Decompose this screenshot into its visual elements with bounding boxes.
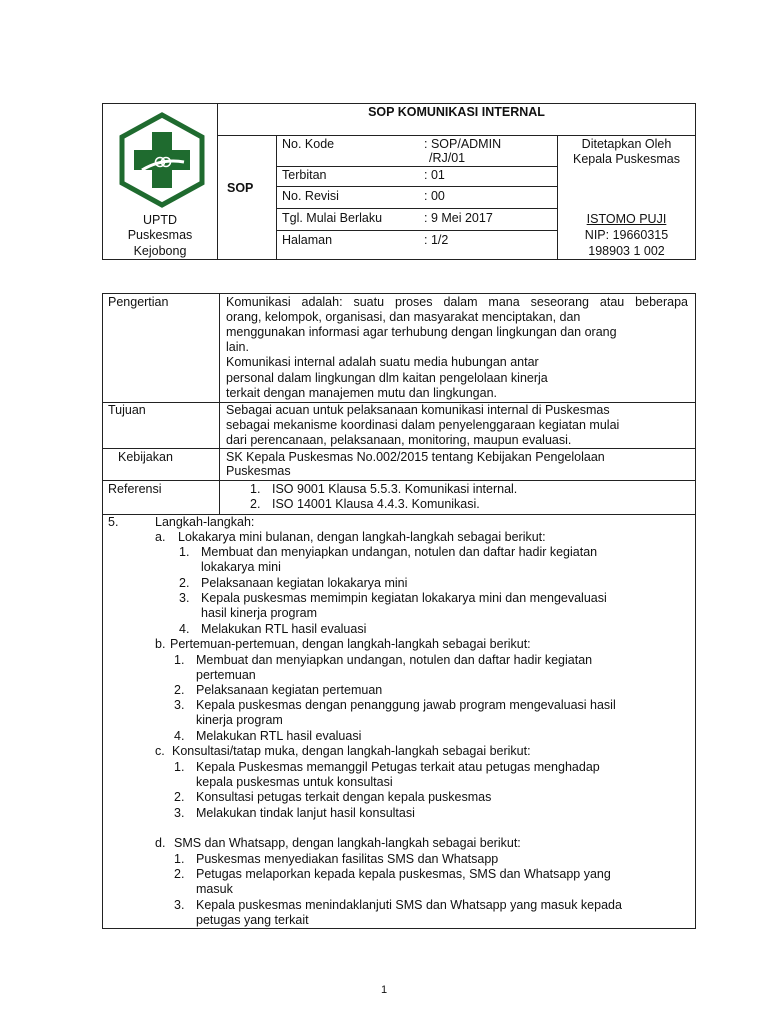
page-number: 1 xyxy=(380,984,388,996)
row-value-kode-cont: /RJ/01 xyxy=(429,151,466,165)
pengertian-label: Pengertian xyxy=(108,295,169,309)
tujuan-line: Sebagai acuan untuk pelaksanaan komunikasi internal di Puskesmas xyxy=(226,403,610,417)
kebijakan-line: SK Kepala Puskesmas No.002/2015 tentang Kebijakan Pengelolaan xyxy=(226,450,605,464)
step-text: kinerja program xyxy=(196,713,283,727)
pengertian-line: orang, kelompok, organisasi, dan masyarakat menciptakan, dan xyxy=(226,310,581,324)
row-value-revisi: : 00 xyxy=(424,189,445,203)
step-text: hasil kinerja program xyxy=(201,606,318,620)
pengertian-line: terkait dengan manajemen mutu dan lingkungan. xyxy=(226,386,498,400)
referensi-item: ISO 14001 Klausa 4.4.3. Komunikasi. xyxy=(272,497,480,511)
step-text: pertemuan xyxy=(196,668,256,682)
step-num: 1. xyxy=(174,852,185,866)
approver-name: ISTOMO PUJI xyxy=(586,212,667,226)
step-text: Melakukan tindak lanjut hasil konsultasi xyxy=(196,806,415,820)
pengertian-line: Komunikasi adalah: suatu proses dalam mana seseorang atau beberapa xyxy=(226,295,688,309)
step-num: 1. xyxy=(174,760,185,774)
document-title: SOP KOMUNIKASI INTERNAL xyxy=(368,105,545,119)
approval-line1: Ditetapkan Oleh xyxy=(581,137,672,151)
step-text: Pelaksanaan kegiatan pertemuan xyxy=(196,683,383,697)
step-text: Konsultasi petugas terkait dengan kepala puskesmas xyxy=(196,790,492,804)
referensi-num: 2. xyxy=(250,497,261,511)
section-letter: b. xyxy=(155,637,166,651)
step-text: lokakarya mini xyxy=(201,560,281,574)
tujuan-line: sebagai mekanisme koordinasi dalam penyelenggaraan kegiatan mulai xyxy=(226,418,620,432)
step-text: Puskesmas menyediakan fasilitas SMS dan Whatsapp xyxy=(196,852,499,866)
row-value-halaman: : 1/2 xyxy=(424,233,449,247)
step-text: Membuat dan menyiapkan undangan, notulen dan daftar hadir kegiatan xyxy=(196,653,593,667)
row-label-kode: No. Kode xyxy=(282,137,335,151)
step-num: 3. xyxy=(174,898,185,912)
step-num: 1. xyxy=(174,653,185,667)
step-num: 3. xyxy=(174,806,185,820)
approver-nip-line1: NIP: 19660315 xyxy=(584,228,669,242)
pengertian-line: personal dalam lingkungan dlm kaitan pengelolaan kinerja xyxy=(226,371,548,385)
section-heading: Konsultasi/tatap muka, dengan langkah-langkah sebagai berikut: xyxy=(172,744,531,758)
referensi-num: 1. xyxy=(250,482,261,496)
section-letter: a. xyxy=(155,530,166,544)
row-value-kode: : SOP/ADMIN xyxy=(424,137,502,151)
step-text: Membuat dan menyiapkan undangan, notulen dan daftar hadir kegiatan xyxy=(201,545,598,559)
step-num: 3. xyxy=(179,591,190,605)
step-num: 1. xyxy=(179,545,190,559)
pengertian-line: lain. xyxy=(226,340,249,354)
referensi-item: ISO 9001 Klausa 5.5.3. Komunikasi internal. xyxy=(272,482,518,496)
step-text: Melakukan RTL hasil evaluasi xyxy=(201,622,367,636)
row-label-revisi: No. Revisi xyxy=(282,189,339,203)
section-letter: c. xyxy=(155,744,165,758)
step-text: masuk xyxy=(196,882,233,896)
tujuan-label: Tujuan xyxy=(108,403,146,417)
row-value-terbitan: : 01 xyxy=(424,168,445,182)
step-text: Kepala puskesmas memimpin kegiatan lokakarya mini dan mengevaluasi xyxy=(201,591,607,605)
step-text: petugas yang terkait xyxy=(196,913,309,927)
approval-line2: Kepala Puskesmas xyxy=(572,152,680,166)
pengertian-line: Komunikasi internal adalah suatu media hubungan antar xyxy=(226,355,539,369)
row-label-halaman: Halaman xyxy=(282,233,333,247)
step-num: 4. xyxy=(179,622,190,636)
approver-nip-line2: 198903 1 002 xyxy=(588,244,665,258)
step-text: Petugas melaporkan kepada kepala puskesmas, SMS dan Whatsapp yang xyxy=(196,867,611,881)
org-name-line1: UPTD xyxy=(142,213,178,227)
step-num: 2. xyxy=(179,576,190,590)
step-text: Pelaksanaan kegiatan lokakarya mini xyxy=(201,576,408,590)
puskesmas-logo-icon xyxy=(116,112,208,208)
step-text: Kepala puskesmas menindaklanjuti SMS dan Whatsapp yang masuk kepada xyxy=(196,898,622,912)
step-text: Kepala puskesmas dengan penanggung jawab program mengevaluasi hasil xyxy=(196,698,616,712)
sop-label: SOP xyxy=(227,181,254,195)
step-num: 3. xyxy=(174,698,185,712)
row-label-tgl: Tgl. Mulai Berlaku xyxy=(282,211,383,225)
section-heading: Lokakarya mini bulanan, dengan langkah-langkah sebagai berikut: xyxy=(178,530,546,544)
kebijakan-label: Kebijakan xyxy=(118,450,173,464)
section-heading: SMS dan Whatsapp, dengan langkah-langkah sebagai berikut: xyxy=(174,836,521,850)
step-text: Kepala Puskesmas memanggil Petugas terkait atau petugas menghadap xyxy=(196,760,600,774)
langkah-title: Langkah-langkah: xyxy=(155,515,255,529)
section-heading: Pertemuan-pertemuan, dengan langkah-langkah sebagai berikut: xyxy=(170,637,531,651)
step-text: kepala puskesmas untuk konsultasi xyxy=(196,775,393,789)
section-letter: d. xyxy=(155,836,166,850)
langkah-number: 5. xyxy=(108,515,119,529)
step-text: Melakukan RTL hasil evaluasi xyxy=(196,729,362,743)
org-name-line3: Kejobong xyxy=(133,244,187,258)
pengertian-line: menggunakan informasi agar terhubung dengan lingkungan dan orang xyxy=(226,325,617,339)
step-num: 2. xyxy=(174,790,185,804)
row-value-tgl: : 9 Mei 2017 xyxy=(424,211,493,225)
row-label-terbitan: Terbitan xyxy=(282,168,327,182)
step-num: 2. xyxy=(174,683,185,697)
step-num: 4. xyxy=(174,729,185,743)
tujuan-line: dari perencanaan, pelaksanaan, monitoring, maupun evaluasi. xyxy=(226,433,572,447)
org-name-line2: Puskesmas xyxy=(127,228,193,242)
referensi-label: Referensi xyxy=(108,482,162,496)
step-num: 2. xyxy=(174,867,185,881)
kebijakan-line: Puskesmas xyxy=(226,464,291,478)
